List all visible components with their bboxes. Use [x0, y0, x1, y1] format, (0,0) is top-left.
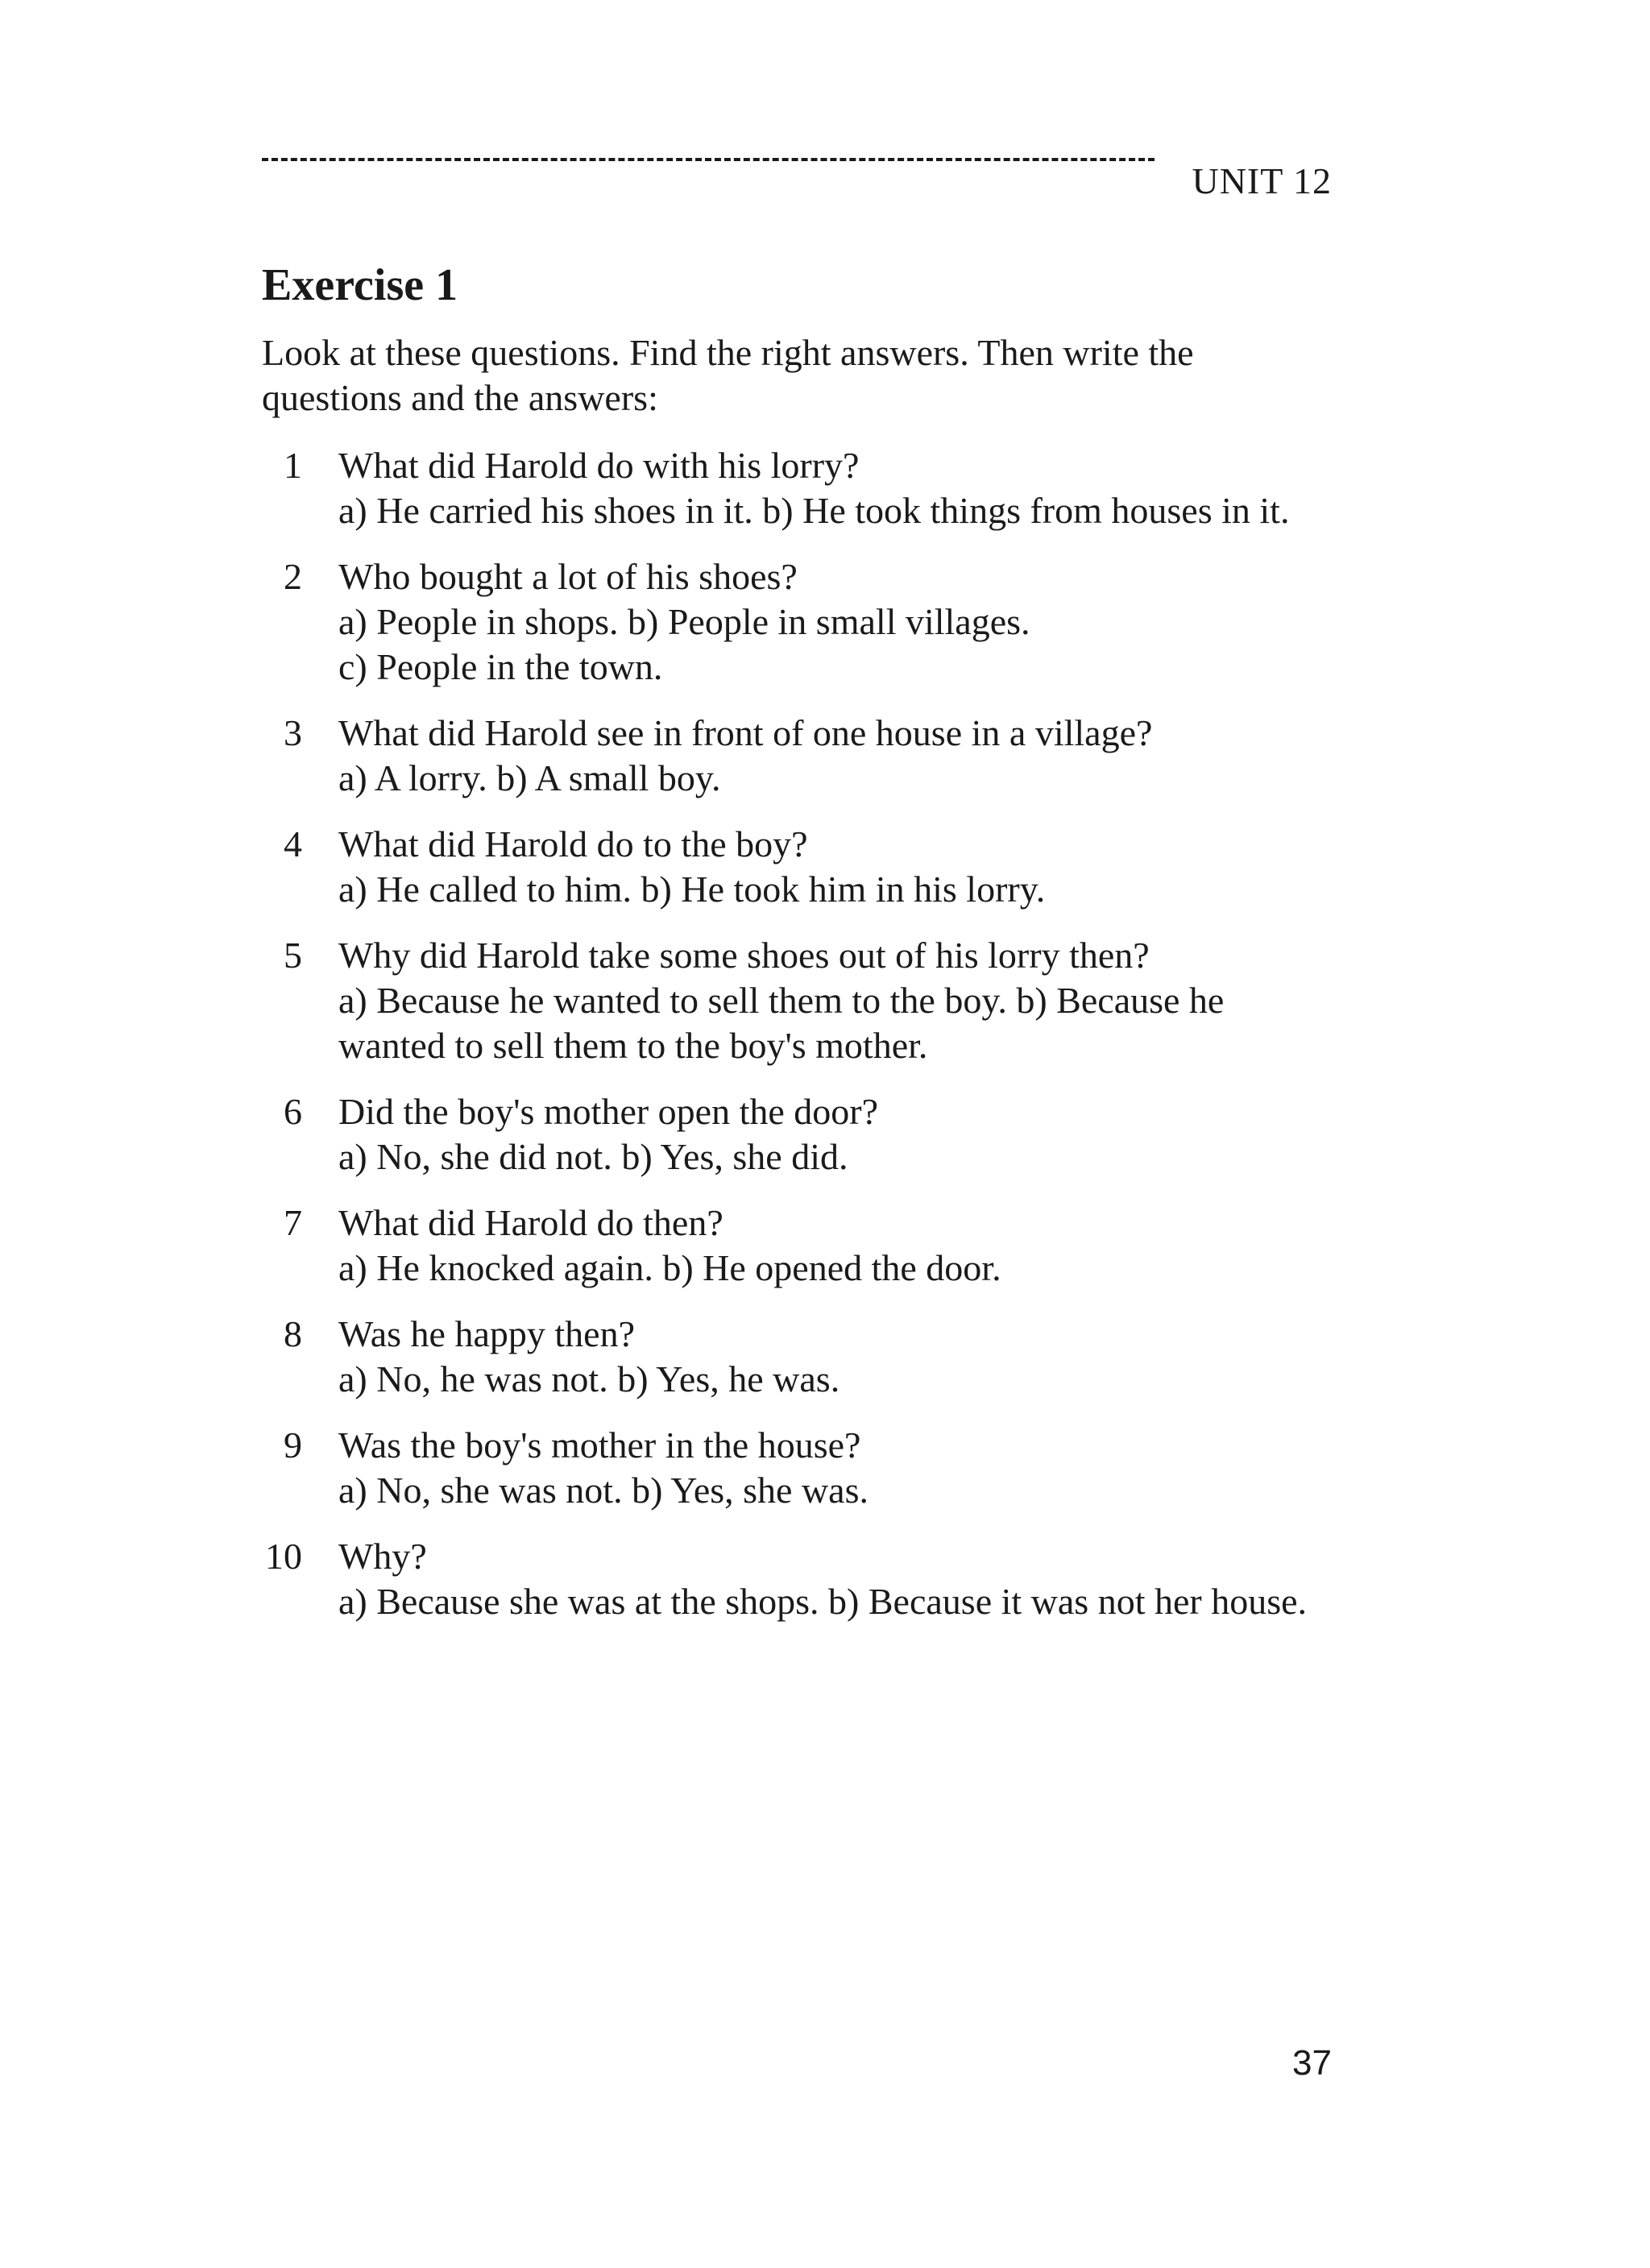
question-number: 3	[284, 712, 302, 753]
question-number: 9	[284, 1424, 302, 1466]
question-item	[262, 1423, 1333, 1513]
question-number: 5	[284, 935, 302, 976]
answer-options: a) Because she was at the shops. b) Because it was not her house.	[338, 1581, 1308, 1622]
answer-options: a) Because he wanted to sell them to the boy. b) Because he wanted to sell them to the boy's mother.	[338, 980, 1225, 1066]
question-text: Why?	[338, 1536, 427, 1577]
question-item	[262, 443, 1333, 533]
answer-options: a) No, she was not. b) Yes, she was.	[338, 1470, 869, 1511]
answer-options: c) People in the town.	[338, 646, 663, 687]
question-text: Did the boy's mother open the door?	[338, 1091, 879, 1132]
question-number: 8	[284, 1313, 302, 1354]
question-text: What did Harold do to the boy?	[338, 823, 808, 864]
answer-options: a) No, he was not. b) Yes, he was.	[338, 1358, 840, 1399]
question-item	[262, 1312, 1333, 1402]
question-number: 2	[284, 556, 302, 597]
question-item	[262, 1200, 1333, 1291]
question-text: What did Harold see in front of one house in a village?	[338, 712, 1153, 753]
question-text: Was he happy then?	[338, 1313, 635, 1354]
answer-options: a) People in shops. b) People in small villages.	[338, 601, 1030, 642]
question-list	[262, 443, 1333, 1645]
answer-options: a) He knocked again. b) He opened the door.	[338, 1247, 1001, 1288]
answer-options: a) A lorry. b) A small boy.	[338, 757, 721, 798]
question-number: 6	[284, 1091, 302, 1132]
question-item	[262, 554, 1333, 690]
question-item	[262, 822, 1333, 912]
question-item	[262, 711, 1333, 801]
question-number: 1	[284, 445, 302, 486]
question-number: 7	[284, 1202, 302, 1243]
unit-label: UNIT 12	[1192, 160, 1332, 201]
question-item	[262, 1089, 1333, 1180]
page-number: 37	[1292, 2043, 1332, 2083]
answer-options: a) He carried his shoes in it. b) He took things from houses in it.	[338, 490, 1290, 531]
question-text: Was the boy's mother in the house?	[338, 1424, 861, 1466]
question-number: 10	[265, 1536, 302, 1577]
header-rule	[262, 158, 1155, 161]
question-text: What did Harold do with his lorry?	[338, 445, 860, 486]
answer-options: a) No, she did not. b) Yes, she did.	[338, 1136, 848, 1177]
question-item	[262, 933, 1333, 1068]
exercise-title: Exercise 1	[262, 260, 458, 310]
exercise-instructions: Look at these questions. Find the right answers. Then write the questions and the answers:	[262, 332, 1194, 418]
question-number: 4	[284, 823, 302, 864]
question-item	[262, 1534, 1333, 1624]
question-text: Why did Harold take some shoes out of his lorry then?	[338, 935, 1150, 976]
answer-options: a) He called to him. b) He took him in his lorry.	[338, 869, 1046, 910]
question-text: What did Harold do then?	[338, 1202, 723, 1243]
question-text: Who bought a lot of his shoes?	[338, 556, 798, 597]
